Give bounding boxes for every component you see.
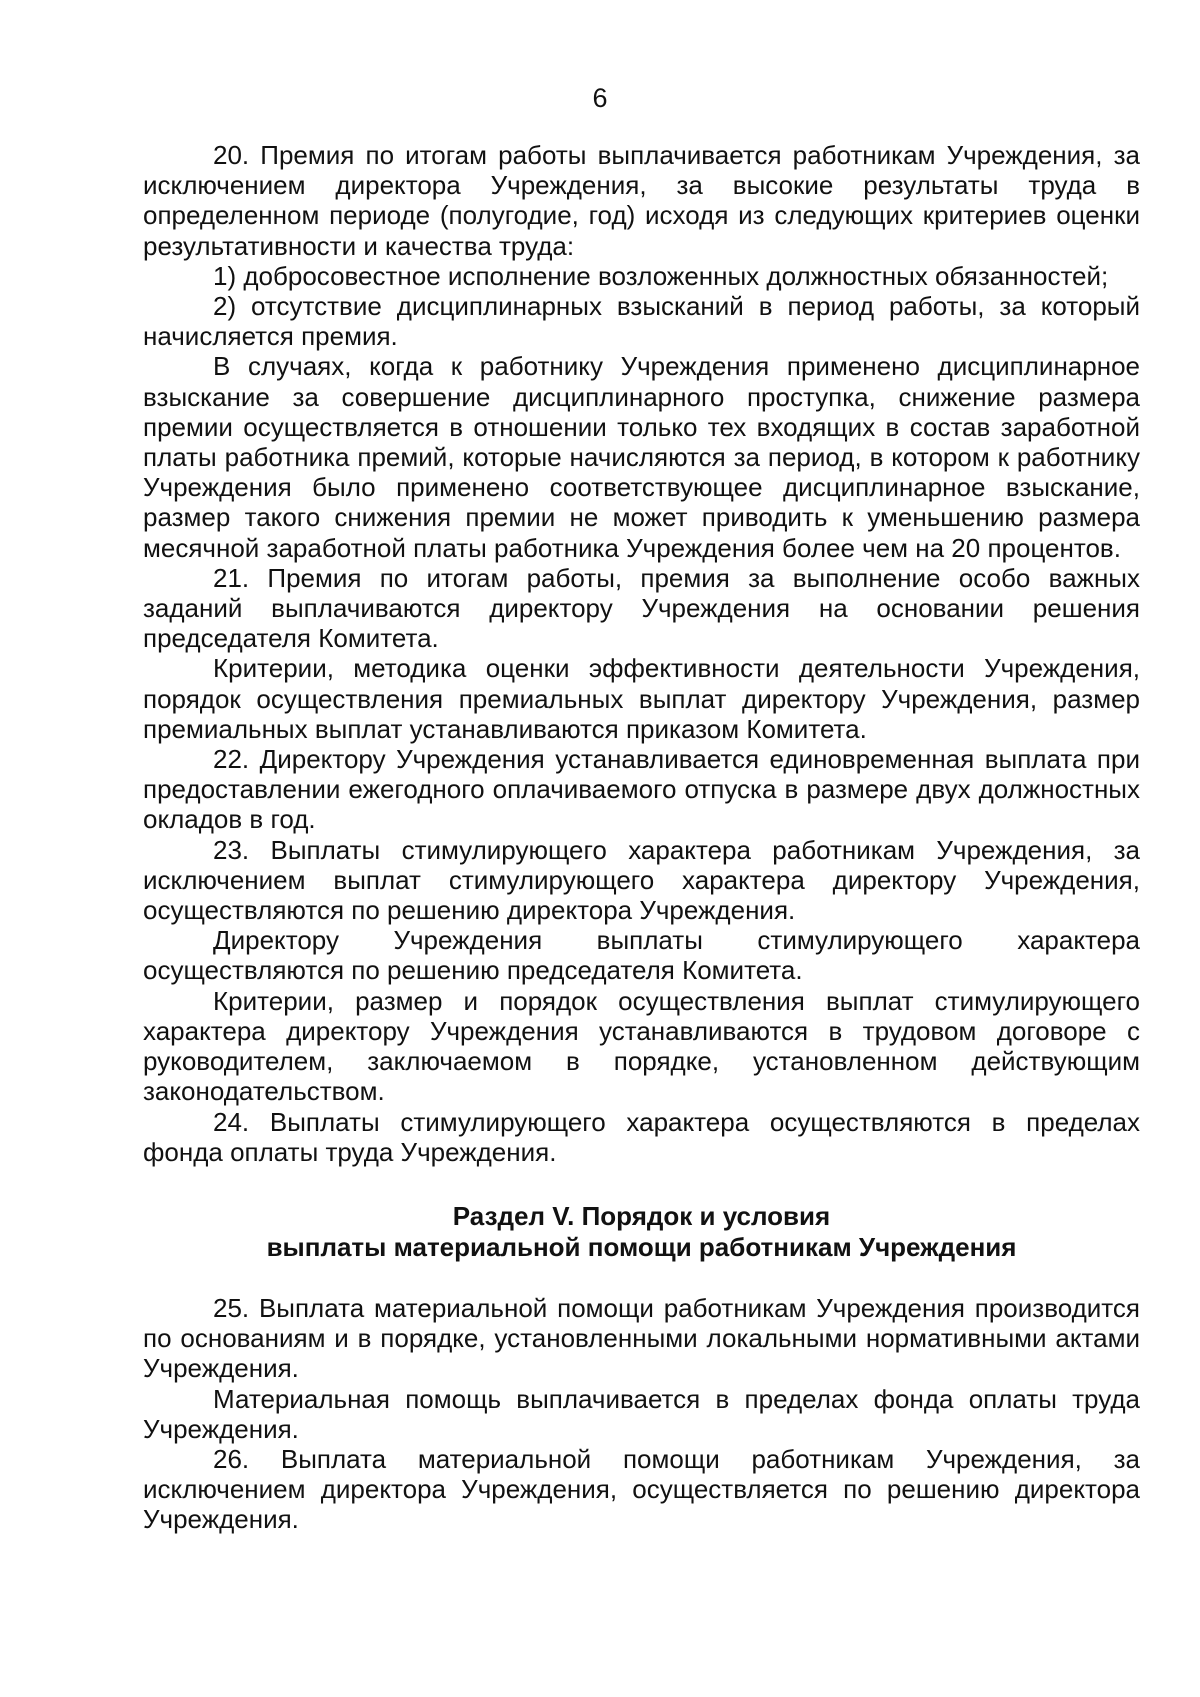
section-title-line-2: выплаты материальной помощи работникам Учреждения (266, 1231, 1017, 1262)
paragraph-25-fund: Материальная помощь выплачивается в пределах фонда оплаты труда Учреждения. (143, 1383, 1140, 1444)
paragraph-23-criteria: Критерии, размер и порядок осуществления выплат стимулирующего характера директору Учреждения устанавливаются в трудовом договоре с руководителем, заключаемом в порядке, установленном действующим законодательством. (143, 985, 1140, 1107)
paragraph-25: 25. Выплата материальной помощи работникам Учреждения производится по основаниям и в порядке, установленными локальными нормативными актами Учреждения. (143, 1292, 1140, 1384)
paragraph-22: 22. Директору Учреждения устанавливается единовременная выплата при предоставлении ежегодного оплачиваемого отпуска в размере двух должностных окладов в год. (143, 744, 1140, 835)
section-heading (143, 1201, 1140, 1263)
criterion-2: 2) отсутствие дисциплинарных взысканий в период работы, за который начисляется премия. (143, 291, 1140, 352)
paragraph-21-criteria: Критерии, методика оценки эффективности деятельности Учреждения, порядок осуществления премиальных выплат директору Учреждения, размер премиальных выплат устанавливаются приказом Комитета. (143, 653, 1140, 744)
paragraph-21: 21. Премия по итогам работы, премия за выполнение особо важных заданий выплачиваются директору Учреждения на основании решения председателя Комитета. (143, 562, 1140, 654)
paragraph-26: 26. Выплата материальной помощи работникам Учреждения, за исключением директора Учреждения, осуществляется по решению директора Учреждения. (143, 1443, 1140, 1535)
paragraph-23-director: Директору Учреждения выплаты стимулирующего характера осуществляются по решению председателя Комитета. (143, 925, 1140, 986)
section-title-line-1: Раздел V. Порядок и условия (452, 1200, 831, 1231)
page-number: 6 (592, 83, 608, 113)
criterion-1: 1) добросовестное исполнение возложенных должностных обязанностей; (213, 260, 1109, 291)
paragraph-disciplinary: В случаях, когда к работнику Учреждения применено дисциплинарное взыскание за совершение дисциплинарного проступка, снижение размера премии осуществляется в отношении только тех входящих в состав заработной платы работника премий, которые начисляются за период, в котором к работнику Учреждения было применено соответствующее дисциплинарное взыскание, размер такого снижения премии не может приводить к уменьшению размера месячной заработной платы работника Учреждения более чем на 20 процентов. (143, 351, 1140, 563)
paragraph-24: 24. Выплаты стимулирующего характера осуществляются в пределах фонда оплаты труда Учреждения. (143, 1106, 1140, 1167)
document-body (143, 140, 1140, 1535)
paragraph-20: 20. Премия по итогам работы выплачивается работникам Учреждения, за исключением директора Учреждения, за высокие результаты труда в определенном периоде (полугодие, год) исходя из следующих критериев оценки результативности и качества труда: (143, 140, 1140, 261)
paragraph-23: 23. Выплаты стимулирующего характера работникам Учреждения, за исключением выплат стимулирующего характера директору Учреждения, осуществляются по решению директора Учреждения. (143, 834, 1140, 926)
